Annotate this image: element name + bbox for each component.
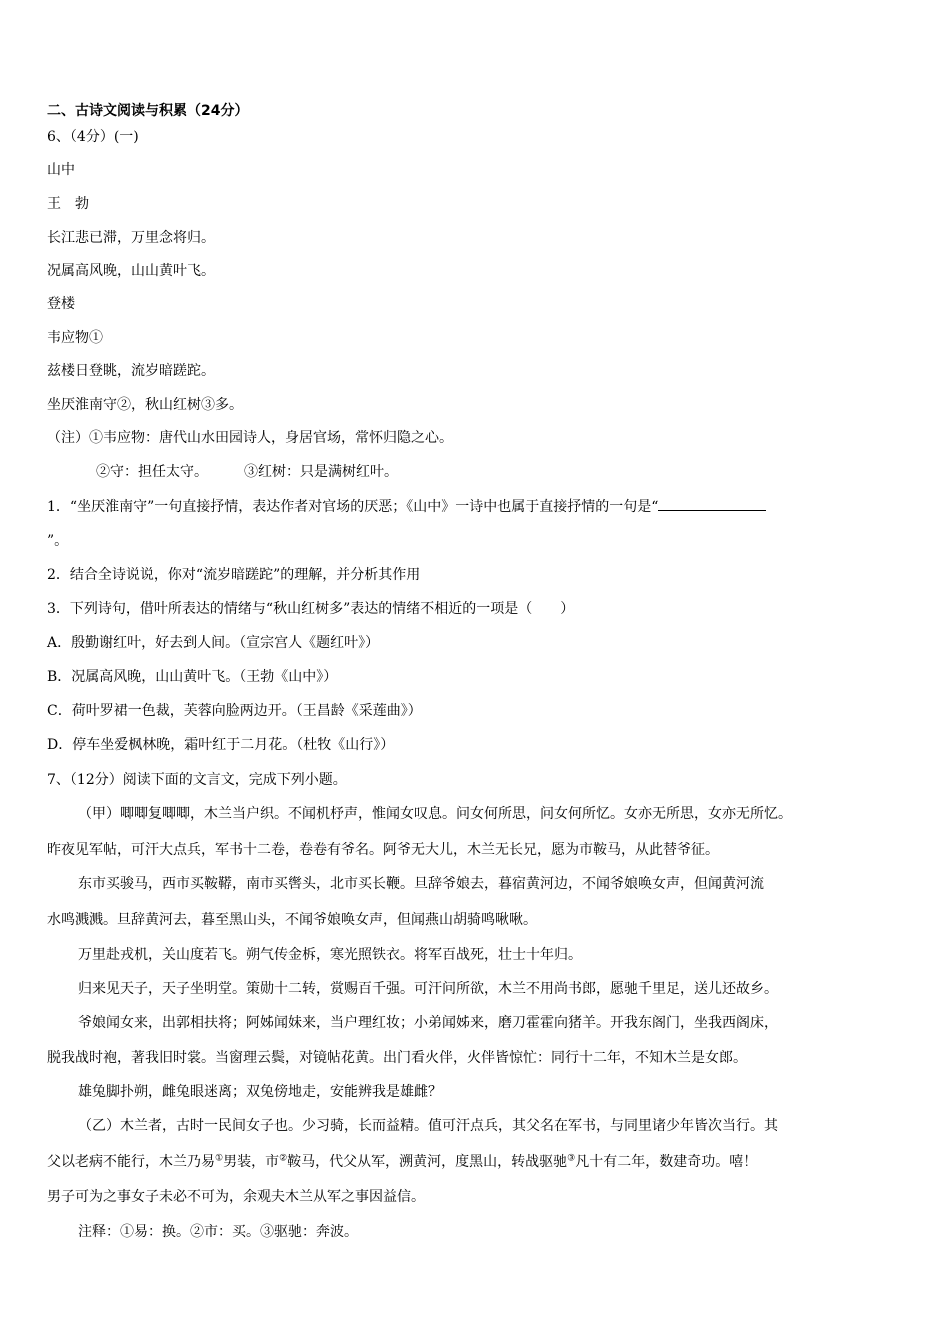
annotation: 注释：①易：换。②市：买。③驱驰：奔波。 <box>78 1224 358 1240</box>
yi-text: 鞍马，代父从军，溯黄河，度黑山，转战驱驰 <box>287 1154 568 1170</box>
q7-header: 7、（12分）阅读下面的文言文，完成下列小题。 <box>47 772 347 788</box>
jia-paragraph: 爷娘闻女来，出郭相扶将；阿姊闻妹来，当户理红妆；小弟闻姊来，磨刀霍霍向猪羊。开我东阁门，坐我西阁床， <box>78 1015 778 1031</box>
note-line: （注）①韦应物：唐代山水田园诗人，身居官场，常怀归隐之心。 <box>47 430 453 446</box>
yi-text: 父以老病不能行，木兰乃易 <box>47 1154 215 1170</box>
footnote-marker: ① <box>215 1153 224 1164</box>
jia-paragraph: 万里赴戎机，关山度若飞。朔气传金柝，寒光照铁衣。将军百战死，壮士十年归。 <box>78 947 582 963</box>
question-1-end: ”。 <box>47 533 69 549</box>
option-c: C．荷叶罗裙一色裁，芙蓉向脸两边开。（王昌龄《采莲曲》） <box>47 703 422 719</box>
poem2-title: 登楼 <box>47 296 75 312</box>
jia-paragraph: 昨夜见军帖，可汗大点兵，军书十二卷，卷卷有爷名。阿爷无大儿，木兰无长兄，愿为市鞍马，从此替爷征。 <box>47 842 719 858</box>
jia-paragraph: 水鸣溅溅。旦辞黄河去，暮至黑山头，不闻爷娘唤女声，但闻燕山胡骑鸣啾啾。 <box>47 912 537 928</box>
yi-paragraph <box>47 1152 757 1172</box>
option-b: B．况属高风晚，山山黄叶飞。（王勃《山中》） <box>47 669 338 685</box>
question-1 <box>47 496 766 517</box>
poem2-line: 坐厌淮南守②，秋山红树③多。 <box>47 397 243 413</box>
poem1-line: 长江悲已滞，万里念将归。 <box>47 230 215 246</box>
yi-paragraph: 男子可为之事女子未必不可为，余观夫木兰从军之事因益信。 <box>47 1189 425 1205</box>
q6-header: 6、（4分）(一) <box>47 129 139 145</box>
jia-paragraph: 归来见天子，天子坐明堂。策勋十二转，赏赐百千强。可汗问所欲，木兰不用尚书郎，愿驰千里足，送儿还故乡。 <box>78 981 778 997</box>
yi-text: 凡十有二年，数建奇功。嘻！ <box>575 1154 758 1170</box>
note-hongshu: ③红树：只是满树红叶。 <box>244 464 398 480</box>
jia-paragraph: 脱我战时袍，著我旧时裳。当窗理云鬓，对镜帖花黄。出门看火伴，火伴皆惊忙：同行十二年，不知木兰是女郎。 <box>47 1050 747 1066</box>
jia-paragraph: （甲）唧唧复唧唧，木兰当户织。不闻机杼声，惟闻女叹息。问女何所思，问女何所忆。女亦无所思，女亦无所忆。 <box>78 806 792 822</box>
footnote-marker: ② <box>279 1153 288 1164</box>
jia-paragraph: 东市买骏马，西市买鞍鞯，南市买辔头，北市买长鞭。旦辞爷娘去，暮宿黄河边，不闻爷娘唤女声，但闻黄河流 <box>78 876 764 892</box>
poem1-author: 王 勃 <box>47 196 89 212</box>
section-title: 二、古诗文阅读与积累（24分） <box>47 103 249 119</box>
question-3: 3．下列诗句，借叶所表达的情绪与“秋山红树多”表达的情绪不相近的一项是（ ） <box>47 601 575 617</box>
note-shou: ②守：担任太守。 <box>96 464 208 480</box>
yi-paragraph: （乙）木兰者，古时一民间女子也。少习骑，长而益精。值可汗点兵，其父名在军书，与同里诸少年皆次当行。其 <box>78 1118 778 1134</box>
jia-paragraph: 雄兔脚扑朔，雌兔眼迷离；双兔傍地走，安能辨我是雄雌？ <box>78 1084 442 1100</box>
note-line <box>96 462 398 482</box>
poem2-author: 韦应物① <box>47 330 103 346</box>
yi-text: 男装，市 <box>223 1154 280 1170</box>
question-2: 2．结合全诗说说，你对“流岁暗蹉跎”的理解，并分析其作用 <box>47 567 421 583</box>
question-1-text: 1．“坐厌淮南守”一句直接抒情，表达作者对官场的厌恶；《山中》一诗中也属于直接抒情的一句是“ <box>47 499 659 515</box>
option-d: D．停车坐爱枫林晚，霜叶红于二月花。（杜牧《山行》） <box>47 737 395 753</box>
poem1-title: 山中 <box>47 162 75 178</box>
poem2-line: 兹楼日登眺，流岁暗蹉跎。 <box>47 363 215 379</box>
option-a: A．殷勤谢红叶，好去到人间。（宣宗宫人《题红叶》） <box>47 635 380 651</box>
answer-blank[interactable] <box>658 496 766 511</box>
footnote-marker: ③ <box>567 1153 576 1164</box>
poem1-line: 况属高风晚，山山黄叶飞。 <box>47 263 215 279</box>
